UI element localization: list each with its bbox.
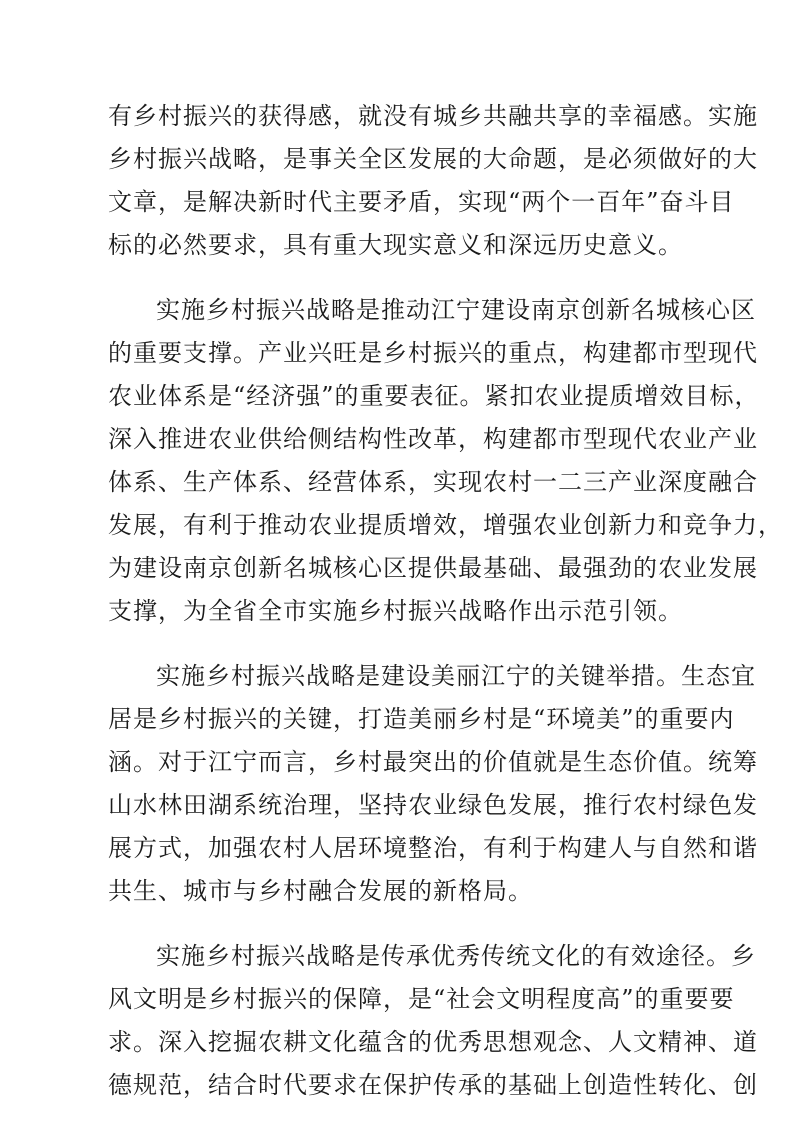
text-line: 展方式，加强农村人居环境整治，有利于构建人与自然和谐 (108, 834, 758, 862)
paragraph-culture (108, 935, 758, 1107)
text-line: 实施乡村振兴战略是传承优秀传统文化的有效途径。乡 (156, 942, 756, 970)
text-line: 标的必然要求，具有重大现实意义和深远历史意义。 (108, 231, 683, 259)
text-line: 发展，有利于推动农业提质增效，增强农业创新力和竞争力， (108, 511, 783, 539)
paragraph-ecology (108, 655, 758, 913)
text-line: 为建设南京创新名城核心区提供最基础、最强劲的农业发展 (108, 554, 758, 582)
text-line: 涵。对于江宁而言，乡村最突出的价值就是生态价值。统筹 (108, 748, 758, 776)
text-line: 居是乡村振兴的关键，打造美丽乡村是“环境美”的重要内 (108, 705, 735, 733)
paragraph-continuation (108, 95, 758, 267)
text-line: 有乡村振兴的获得感，就没有城乡共融共享的幸福感。实施 (108, 102, 758, 130)
text-line: 体系、生产体系、经营体系，实现农村一二三产业深度融合 (108, 468, 758, 496)
text-line: 文章，是解决新时代主要矛盾，实现“两个一百年”奋斗目 (108, 188, 735, 216)
text-line: 实施乡村振兴战略是建设美丽江宁的关键举措。生态宜 (156, 662, 756, 690)
text-line: 实施乡村振兴战略是推动江宁建设南京创新名城核心区 (156, 296, 756, 324)
text-line: 共生、城市与乡村融合发展的新格局。 (108, 877, 533, 905)
text-line: 求。深入挖掘农耕文化蕴含的优秀思想观念、人文精神、道 (108, 1028, 758, 1056)
text-line: 乡村振兴战略，是事关全区发展的大命题，是必须做好的大 (108, 145, 758, 173)
paragraph-industry (108, 289, 783, 633)
text-line: 山水林田湖系统治理，坚持农业绿色发展，推行农村绿色发 (108, 791, 758, 819)
text-line: 深入推进农业供给侧结构性改革，构建都市型现代农业产业 (108, 425, 758, 453)
text-line: 风文明是乡村振兴的保障，是“社会文明程度高”的重要要 (108, 985, 735, 1013)
text-line: 农业体系是“经济强”的重要表征。紧扣农业提质增效目标， (108, 382, 760, 410)
text-line: 德规范，结合时代要求在保护传承的基础上创造性转化、创 (108, 1071, 758, 1099)
text-line: 支撑，为全省全市实施乡村振兴战略作出示范引领。 (108, 597, 683, 625)
text-line: 的重要支撑。产业兴旺是乡村振兴的重点，构建都市型现代 (108, 339, 758, 367)
